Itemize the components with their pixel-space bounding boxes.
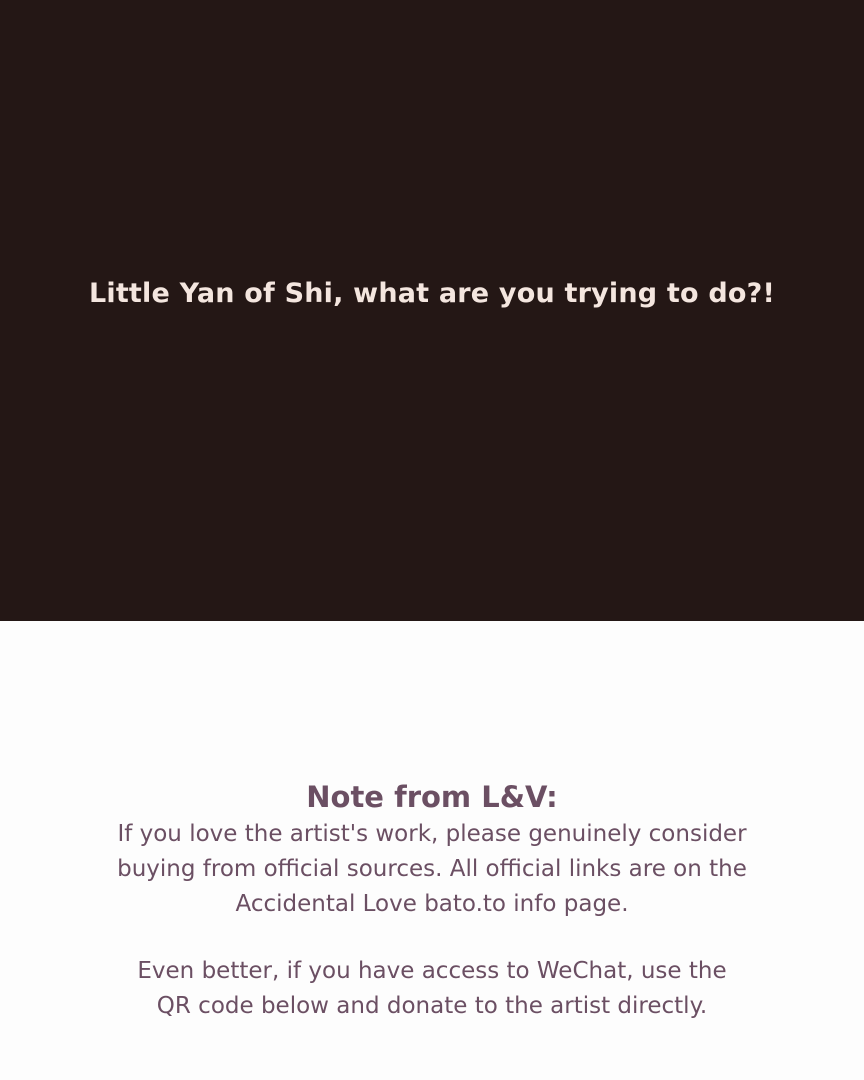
note-paragraph-one-line-1: If you love the artist's work, please genuinely consider: [117, 821, 747, 847]
translator-note: [0, 779, 864, 1024]
translator-note-panel: [0, 621, 864, 1080]
note-title: Note from L&V:: [306, 780, 558, 814]
note-paragraph-one-line-2: buying from official sources. All official links are on the: [117, 856, 747, 882]
note-paragraph-two: [0, 954, 864, 1024]
panel-caption-text: Little Yan of Shi, what are you trying to do?!: [88, 278, 776, 309]
note-paragraph-two-line-2: QR code below and donate to the artist directly.: [156, 993, 708, 1019]
note-paragraph-two-line-1: Even better, if you have access to WeChat, use the: [137, 958, 727, 984]
note-paragraph-one: [0, 817, 864, 922]
note-paragraph-one-line-3: Accidental Love bato.to info page.: [235, 891, 629, 917]
